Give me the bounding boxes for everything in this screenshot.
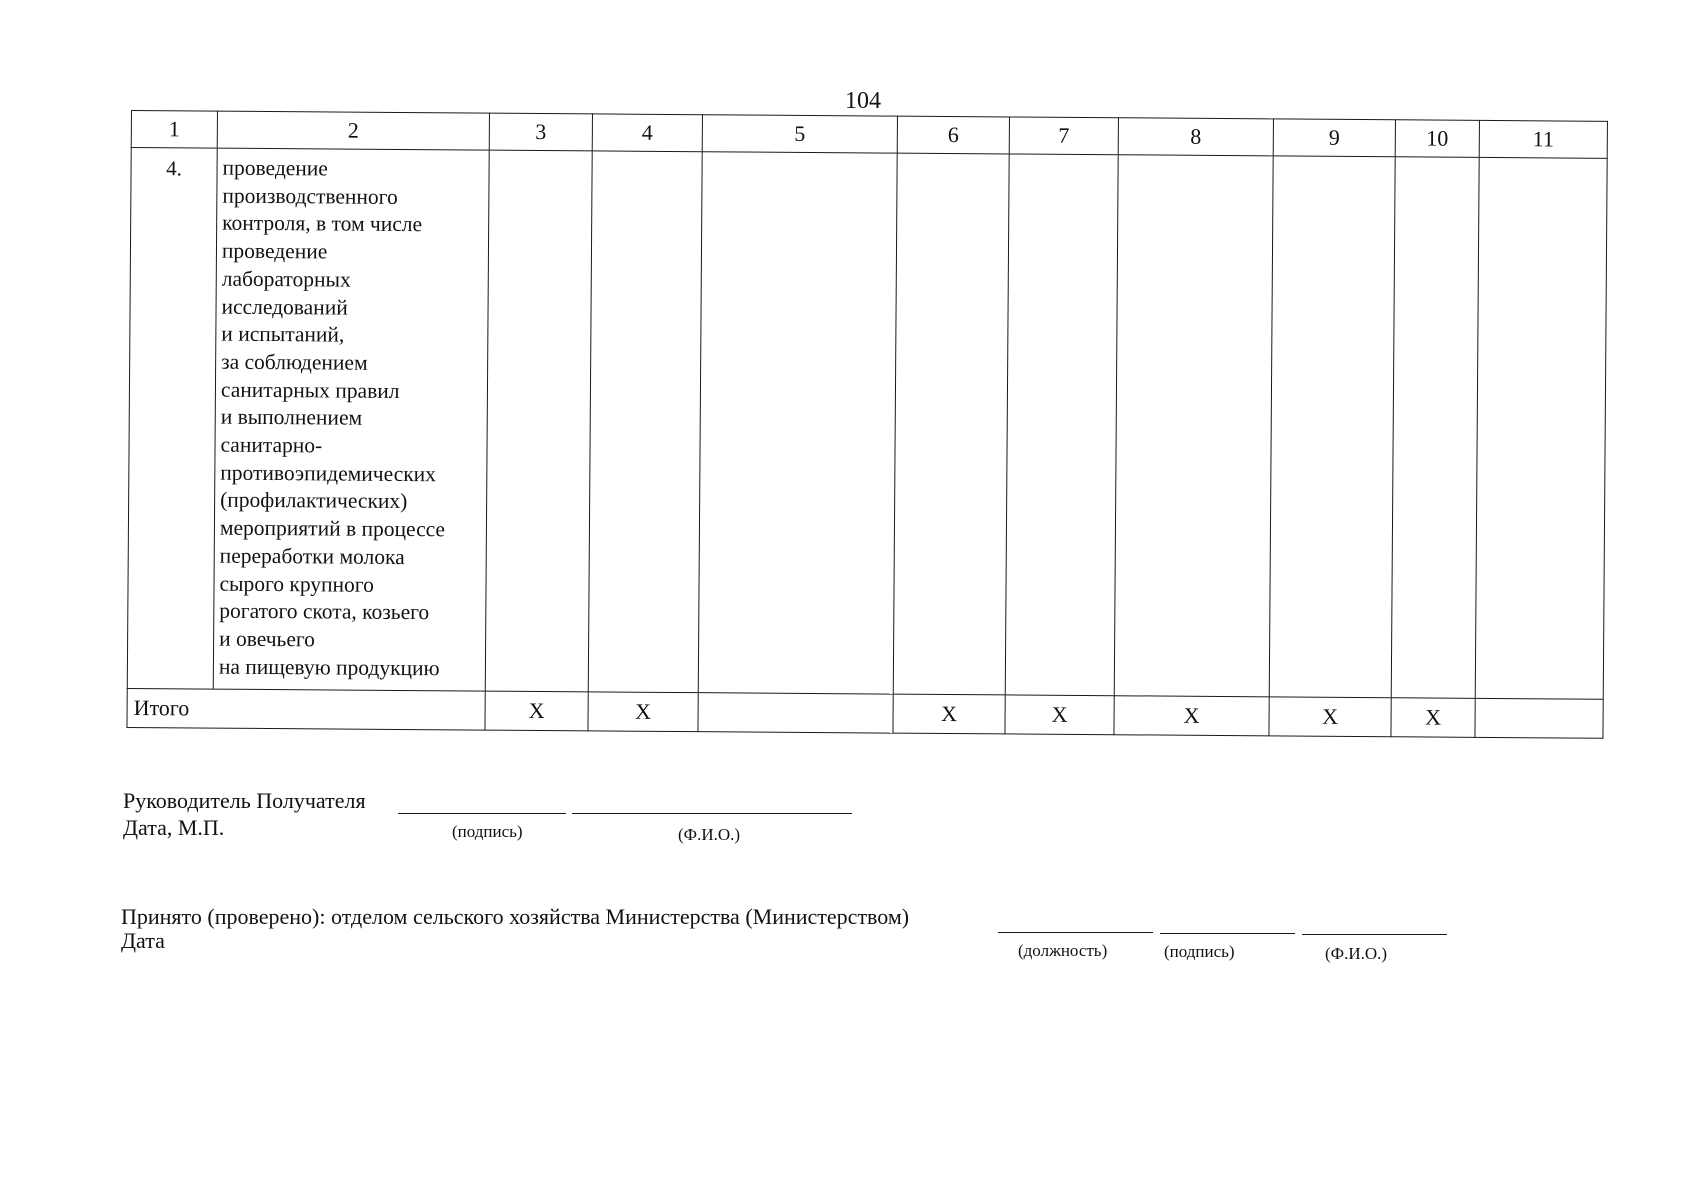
column-header: 4 — [592, 114, 702, 152]
signature-line — [398, 813, 566, 814]
description-line: санитарных правил — [220, 377, 400, 403]
column-header: 2 — [217, 111, 489, 150]
description-line: за соблюдением — [221, 349, 368, 375]
total-cell: X — [485, 691, 588, 731]
description-line: противоэпидемических — [220, 460, 437, 486]
fio-caption: (Ф.И.О.) — [678, 825, 741, 844]
description-line: лабораторных — [221, 266, 351, 292]
row-number: 4. — [127, 148, 217, 690]
table-cell — [588, 151, 702, 693]
column-header: 9 — [1273, 119, 1395, 157]
position-line — [998, 932, 1153, 933]
description-line: исследований — [221, 294, 348, 320]
description-line: контроля, в том числе — [222, 211, 423, 237]
total-cell: X — [1005, 695, 1114, 735]
signature-line-2 — [1160, 933, 1295, 934]
table-cell — [1005, 154, 1118, 696]
total-cell: X — [588, 692, 698, 732]
recipient-head-label: Руководитель Получателя — [123, 788, 366, 813]
fio-line — [572, 813, 852, 814]
description-line: и овечьего — [219, 626, 316, 652]
column-header: 8 — [1118, 118, 1273, 156]
table-cell — [1391, 157, 1479, 699]
total-cell — [698, 693, 893, 733]
table-cell — [1475, 157, 1607, 699]
page-number: 104 — [845, 88, 881, 114]
column-header: 7 — [1009, 117, 1118, 155]
total-cell: X — [1391, 698, 1475, 738]
description-line: проведение — [221, 238, 328, 264]
total-cell: X — [893, 694, 1005, 734]
report-table — [126, 110, 1607, 739]
description-line: сырого крупного — [219, 571, 374, 597]
description-line: производственного — [222, 183, 398, 209]
column-header: 6 — [897, 116, 1009, 154]
description-line: на пищевую продукцию — [218, 654, 440, 680]
table-row — [127, 148, 1607, 700]
fio-line-2 — [1302, 934, 1447, 935]
description-line: рогатого скота, козьего — [219, 598, 430, 625]
description-line: (профилактических) — [220, 488, 408, 514]
date-label: Дата — [121, 928, 165, 953]
description-line: переработки молока — [219, 543, 405, 569]
signature-caption-2: (подпись) — [1164, 942, 1235, 961]
table-cell — [893, 153, 1009, 695]
table-cell — [1269, 156, 1395, 698]
total-label: Итого — [127, 688, 485, 730]
description-line: и выполнением — [220, 404, 363, 431]
column-header: 5 — [702, 115, 897, 153]
table-cell — [1114, 155, 1273, 697]
total-cell — [1475, 698, 1603, 738]
column-header: 11 — [1479, 120, 1607, 158]
column-header: 3 — [489, 113, 592, 151]
fio-caption-2: (Ф.И.О.) — [1325, 944, 1388, 963]
column-header: 10 — [1395, 120, 1479, 158]
signature-caption: (подпись) — [452, 822, 523, 841]
description-line: проведение — [222, 155, 328, 181]
description-line: мероприятий в процессе — [219, 515, 446, 542]
total-cell: X — [1269, 697, 1391, 737]
total-cell: X — [1114, 696, 1269, 736]
table-cell — [698, 152, 897, 694]
table-cell — [485, 150, 592, 692]
description-line: и испытаний, — [221, 321, 345, 347]
column-header: 1 — [131, 111, 217, 149]
description-line: санитарно- — [220, 432, 323, 458]
date-stamp-label: Дата, М.П. — [123, 815, 225, 840]
row-description — [213, 148, 489, 691]
position-caption: (должность) — [1018, 941, 1108, 960]
accepted-label: Принято (проверено): отделом сельского хозяйства Министерства (Министерством) — [121, 904, 910, 929]
